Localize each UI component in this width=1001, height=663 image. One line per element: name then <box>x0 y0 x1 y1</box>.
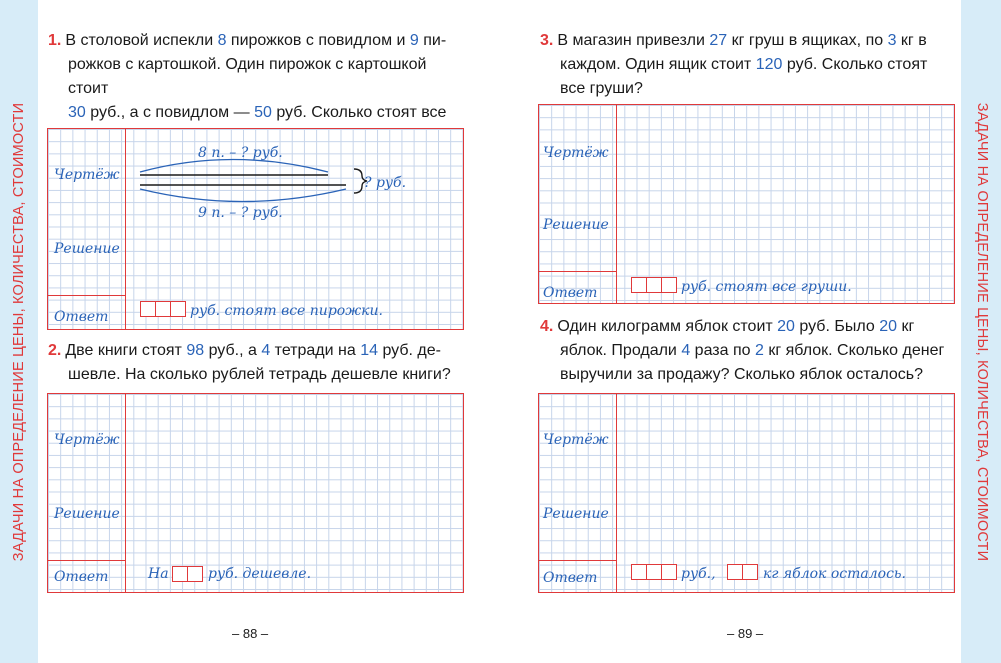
task-3-text: 3. В магазин привезли 27 кг груш в ящиках, по 3 кг в каждом. Один ящик стоит 120 руб. Сколько стоят все груши? <box>540 32 928 97</box>
answer-label: Ответ <box>54 309 109 325</box>
hw-answer-text: руб. стоят все груши. <box>681 279 852 295</box>
hw-answer-apples: кг яблок осталось. <box>763 566 907 582</box>
drawing-label: Чертёж <box>54 167 120 183</box>
answer-separator <box>48 560 125 561</box>
hw-answer-text: руб. дешевле. <box>208 566 312 582</box>
hw-answer-money: руб., <box>681 566 716 582</box>
hw-total-label: ? руб. <box>364 175 407 191</box>
drawing-label: Чертёж <box>54 432 120 448</box>
task-4-text: 4. Один килограмм яблок стоит 20 руб. Было 20 кг яблок. Продали 4 раза по 2 кг яблок. Сколько денег выручили за продажу? Сколько яблок осталось? <box>540 318 945 383</box>
answer-label: Ответ <box>543 570 598 586</box>
answer-boxes-money[interactable] <box>631 564 676 580</box>
task-number: 2. <box>48 342 62 359</box>
task-number: 3. <box>540 32 554 49</box>
task-number: 1. <box>48 32 62 49</box>
drawing-label: Чертёж <box>543 145 609 161</box>
label-column <box>539 394 617 592</box>
solution-label: Решение <box>543 506 609 522</box>
answer-label: Ответ <box>543 285 598 301</box>
task-2-grid <box>47 393 464 593</box>
answer-boxes[interactable] <box>631 277 676 293</box>
solution-label: Решение <box>543 217 609 233</box>
answer-boxes[interactable] <box>172 566 202 582</box>
hw-answer-prefix: На <box>148 566 169 582</box>
hw-bottom-label: 9 п. – ? руб. <box>198 205 283 221</box>
solution-label: Решение <box>54 506 120 522</box>
label-column <box>539 105 617 303</box>
answer-separator <box>48 295 125 296</box>
answer-boxes-apples[interactable] <box>727 564 757 580</box>
hw-top-label: 8 п. – ? руб. <box>198 145 283 161</box>
label-column <box>48 129 126 329</box>
drawing-label: Чертёж <box>543 432 609 448</box>
answer-separator <box>539 271 616 272</box>
hw-answer-text: руб. стоят все пирожки. <box>190 303 383 319</box>
task-1-grid <box>47 128 464 330</box>
answer-label: Ответ <box>54 569 109 585</box>
task-number: 4. <box>540 318 554 335</box>
task-4-grid <box>538 393 955 593</box>
solution-label: Решение <box>54 241 120 257</box>
answer-boxes[interactable] <box>140 301 185 317</box>
task-1-text: 1. В столовой испекли 8 пирожков с повидлом и 9 пи- рожков с картошкой. Один пирожок с картошкой стоит 30 руб., а с повидлом — 50 руб. Сколько стоят все <box>48 32 447 121</box>
task-3-grid <box>538 104 955 304</box>
topic-vertical-right: ЗАДАЧИ НА ОПРЕДЕЛЕНИЕ ЦЕНЫ, КОЛИЧЕСТВА, СТОИМОСТИ <box>974 102 990 562</box>
answer-separator <box>539 560 616 561</box>
task-2-text: 2. Две книги стоят 98 руб., а 4 тетради на 14 руб. де- шевле. На сколько рублей тетрадь дешевле книги? <box>48 342 451 383</box>
page-number-right: – 89 – <box>727 626 764 641</box>
label-column <box>48 394 126 592</box>
page-number-left: – 88 – <box>232 626 269 641</box>
topic-vertical-left: ЗАДАЧИ НА ОПРЕДЕЛЕНИЕ ЦЕНЫ, КОЛИЧЕСТВА, СТОИМОСТИ <box>11 102 27 562</box>
